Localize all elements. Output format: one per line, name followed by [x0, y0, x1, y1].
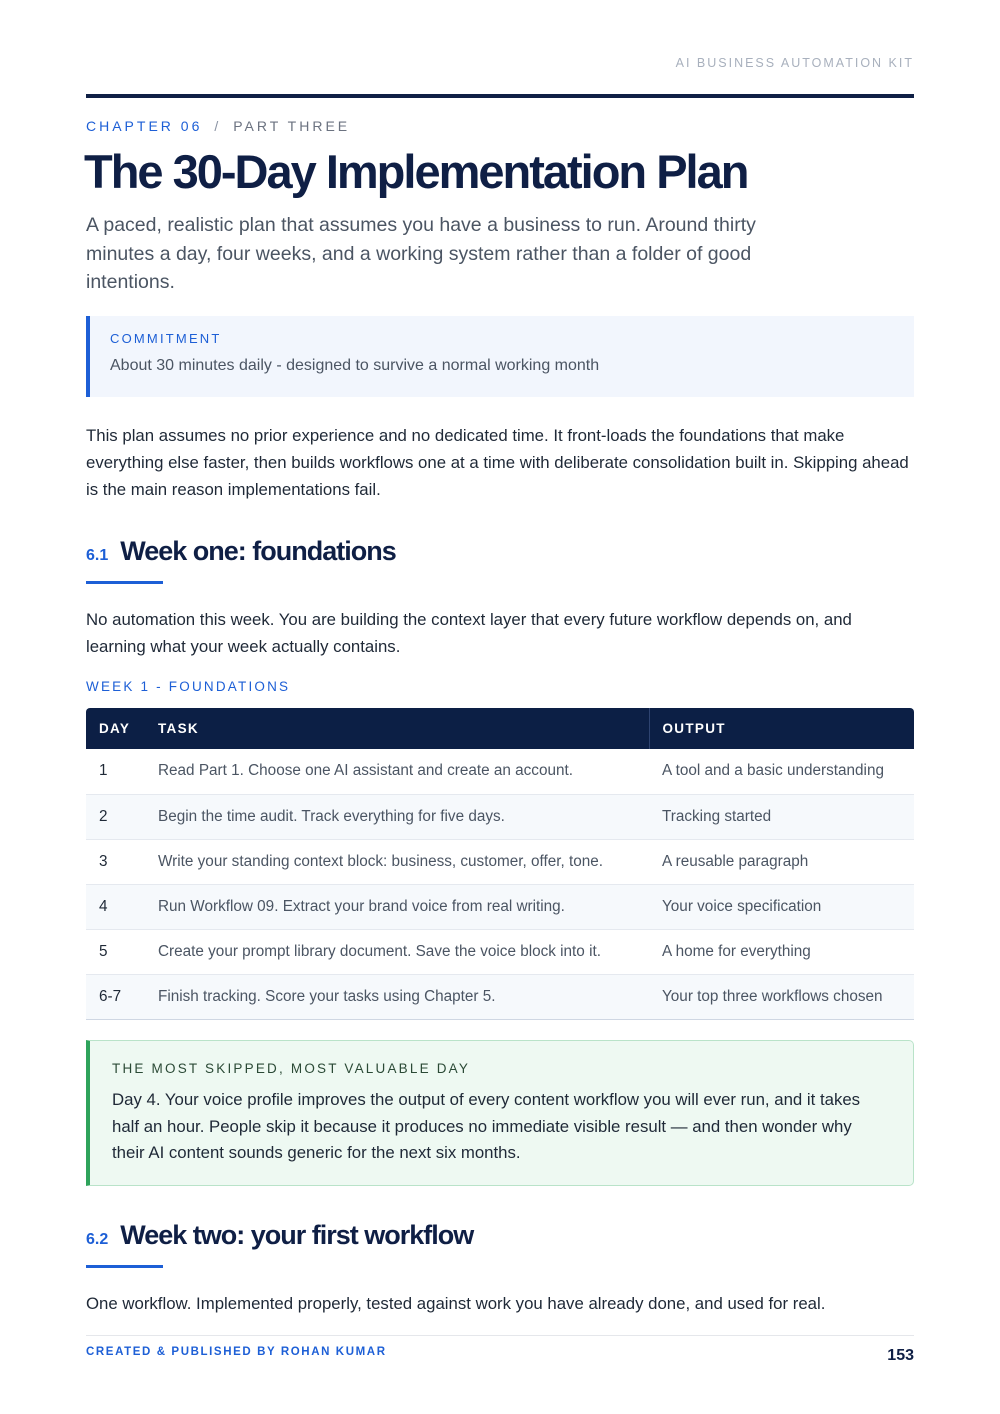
cell-output: Tracking started — [649, 794, 914, 839]
tip-text: Day 4. Your voice profile improves the output of every content workflow you will ever run, and it takes half an hour. People skip it because it produces no immediate visible result — and then wonder why their AI content sounds generic for the next six months. — [112, 1090, 861, 1162]
cell-output: A home for everything — [649, 929, 914, 974]
cell-day: 3 — [86, 839, 145, 884]
section-title: Week one: foundations — [120, 536, 396, 566]
commitment-text: About 30 minutes daily - designed to survive a normal working month — [110, 357, 600, 374]
chapter-kicker — [86, 118, 350, 134]
section-underline — [86, 1265, 163, 1268]
header-day: DAY — [86, 708, 145, 749]
tip-label: THE MOST SKIPPED, MOST VALUABLE DAY — [112, 1061, 471, 1076]
tip-callout — [86, 1040, 914, 1186]
table-row — [86, 884, 914, 929]
header-task: TASK — [145, 708, 649, 749]
lede-paragraph: A paced, realistic plan that assumes you have a business to run. Around thirty minutes a day, four weeks, and a working system rather than a folder of good intentions. — [86, 214, 756, 293]
commitment-label: COMMITMENT — [110, 331, 222, 346]
cell-output: A tool and a basic understanding — [649, 749, 914, 794]
section-paragraph: One workflow. Implemented properly, tested against work you have already done, and used for real. — [86, 1294, 826, 1313]
cell-task: Finish tracking. Score your tasks using Chapter 5. — [145, 974, 649, 1019]
commitment-callout — [86, 316, 914, 397]
section-number: 6.2 — [86, 1231, 109, 1248]
cell-output: Your top three workflows chosen — [649, 974, 914, 1019]
page-title: The 30-Day Implementation Plan — [84, 145, 748, 198]
chapter-label: CHAPTER 06 — [86, 118, 203, 134]
cell-day: 2 — [86, 794, 145, 839]
top-rule — [86, 94, 914, 98]
cell-output: A reusable paragraph — [649, 839, 914, 884]
cell-output: Your voice specification — [649, 884, 914, 929]
page-number: 153 — [887, 1347, 914, 1364]
table-row — [86, 974, 914, 1019]
cell-day: 6-7 — [86, 974, 145, 1019]
table-row — [86, 794, 914, 839]
cell-task: Create your prompt library document. Save the voice block into it. — [145, 929, 649, 974]
footer-credit: CREATED & PUBLISHED BY ROHAN KUMAR — [86, 1346, 387, 1358]
cell-task: Read Part 1. Choose one AI assistant and create an account. — [145, 749, 649, 794]
table-row — [86, 839, 914, 884]
section-underline — [86, 581, 163, 584]
section-paragraph: No automation this week. You are building the context layer that every future workflow depends on, and learning what your week actually contains. — [86, 610, 852, 656]
running-head: AI BUSINESS AUTOMATION KIT — [675, 56, 914, 70]
cell-day: 1 — [86, 749, 145, 794]
part-label: PART THREE — [233, 118, 351, 134]
week-one-table — [86, 708, 914, 1020]
cell-task: Begin the time audit. Track everything for five days. — [145, 794, 649, 839]
section-heading-6-2 — [86, 1220, 473, 1251]
cell-task: Run Workflow 09. Extract your brand voice from real writing. — [145, 884, 649, 929]
table-row — [86, 929, 914, 974]
header-output: OUTPUT — [649, 708, 914, 749]
cell-task: Write your standing context block: business, customer, offer, tone. — [145, 839, 649, 884]
cell-day: 5 — [86, 929, 145, 974]
section-title: Week two: your first workflow — [120, 1220, 474, 1250]
section-number: 6.1 — [86, 547, 109, 564]
footer-rule — [86, 1335, 914, 1336]
kicker-separator: / — [214, 118, 222, 134]
table-header-row — [86, 708, 914, 749]
intro-paragraph: This plan assumes no prior experience and no dedicated time. It front-loads the foundations that make everything else faster, then builds workflows one at a time with deliberate consolidation built in. Skipping ahead is the main reason implementations fail. — [86, 426, 909, 499]
table-caption: WEEK 1 - FOUNDATIONS — [86, 679, 291, 694]
table-row — [86, 749, 914, 794]
cell-day: 4 — [86, 884, 145, 929]
section-heading-6-1 — [86, 536, 396, 567]
